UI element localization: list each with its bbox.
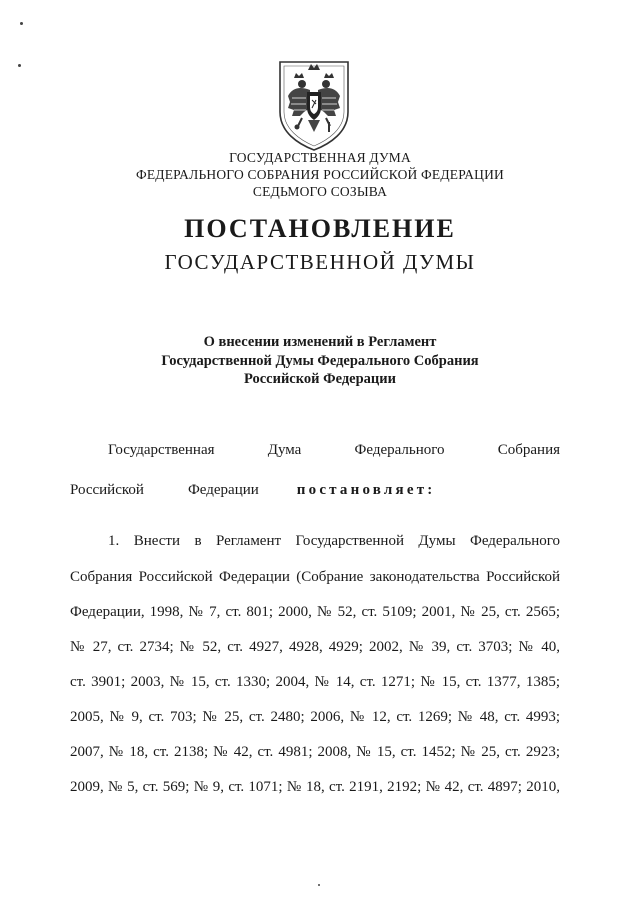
intro-line-1 — [108, 442, 560, 459]
intro-word: Федерального — [354, 442, 445, 458]
resolves-word: постановляет: — [296, 482, 436, 498]
coat-of-arms-icon — [274, 58, 354, 152]
body-line: № 27, ст. 2734; № 52, ст. 4927, 4928, 4929; 2002, № 39, ст. 3703; № 40, — [70, 639, 560, 655]
heading-line-1: О внесении изменений в Регламент — [203, 334, 437, 350]
intro-word: Дума — [267, 442, 302, 458]
document-subtitle: ГОСУДАРСТВЕННОЙ ДУМЫ — [164, 250, 476, 274]
body-line: Собрания Российской Федерации (Собрание законодательства Российской — [70, 569, 560, 585]
header-line-3: СЕДЬМОГО СОЗЫВА — [252, 184, 388, 199]
intro-word: Собрания — [497, 442, 560, 458]
body-line: Федерации, 1998, № 7, ст. 801; 2000, № 52, ст. 5109; 2001, № 25, ст. 2565; — [70, 604, 560, 620]
intro-line-2 — [70, 482, 435, 499]
intro-word: Федерации — [187, 482, 259, 498]
scan-speck — [318, 884, 320, 886]
body-line: 1. Внести в Регламент Государственной Думы Федерального — [108, 533, 560, 549]
scan-speck — [20, 22, 23, 25]
body-line: 2007, № 18, ст. 2138; № 42, ст. 4981; 2008, № 15, ст. 1452; № 25, ст. 2923; — [70, 744, 560, 760]
body-line: 2009, № 5, ст. 569; № 9, ст. 1071; № 18, ст. 2191, 2192; № 42, ст. 4897; 2010, — [70, 779, 560, 795]
intro-word: Российской — [70, 482, 144, 498]
scan-speck — [18, 64, 21, 67]
heading-line-3: Российской Федерации — [243, 371, 396, 387]
body-line: 2005, № 9, ст. 703; № 25, ст. 2480; 2006, № 12, ст. 1269; № 48, ст. 4993; — [70, 709, 560, 725]
header-line-1: ГОСУДАРСТВЕННАЯ ДУМА — [229, 150, 411, 165]
body-line: ст. 3901; 2003, № 15, ст. 1330; 2004, № 14, ст. 1271; № 15, ст. 1377, 1385; — [70, 674, 560, 690]
header-line-2: ФЕДЕРАЛЬНОГО СОБРАНИЯ РОССИЙСКОЙ ФЕДЕРАЦИИ — [136, 167, 504, 182]
document-title: ПОСТАНОВЛЕНИЕ — [184, 214, 456, 243]
intro-word: Государственная — [108, 442, 215, 458]
heading-line-2: Государственной Думы Федерального Собрания — [161, 353, 479, 369]
